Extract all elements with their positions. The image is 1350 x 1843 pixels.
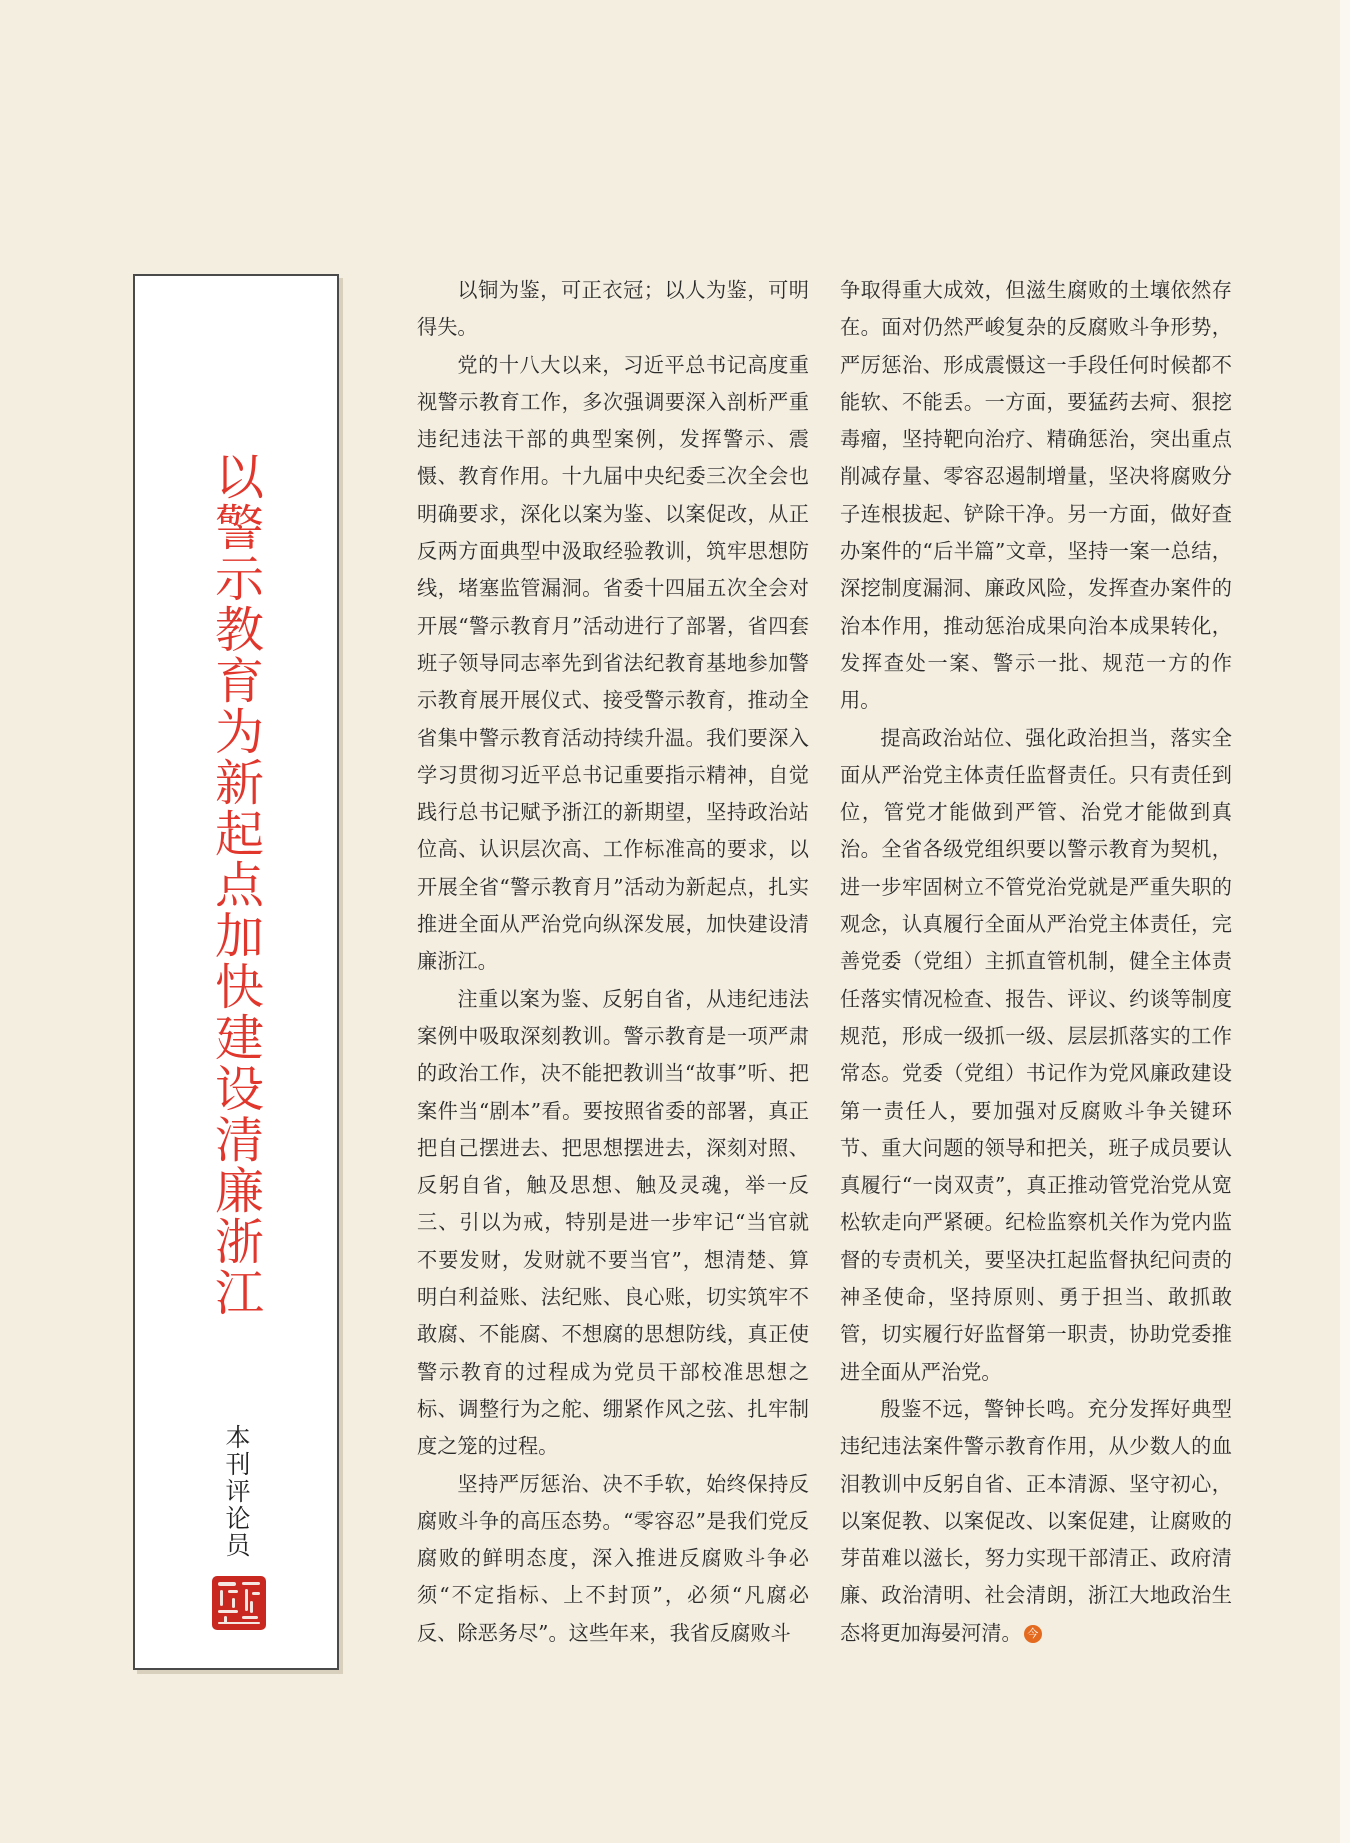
paragraph-closing — [840, 1391, 1232, 1652]
seal-stamp-icon — [212, 1576, 266, 1630]
headline-container — [135, 451, 337, 1318]
closing-text: 殷鉴不远，警钟长鸣。充分发挥好典型违纪违法案件警示教育作用，从少数人的血泪教训中反躬自省、正本清源、坚守初心，以案促教、以案促改、以案促建，让腐败的芽苗难以滋长，努力实现干部清正、政府清廉、政治清明、社会清朗，浙江大地政治生态将更加海晏河清。 — [840, 1396, 1232, 1645]
paragraph-intro: 以铜为鉴，可正衣冠；以人为鉴，可明得失。 — [417, 278, 809, 340]
paragraph: 提高政治站位、强化政治担当，落实全面从严治党主体责任监督责任。只有责任到位，管党才能做到严管、治党才能做到真治。全省各级党组织要以警示教育为契机，进一步牢固树立不管党治党就是严重失职的观念，认真履行全面从严治党主体责任，完善党委（党组）主抓直管机制，健全主体责任落实情况检查、报告、评议、约谈等制度规范，形成一级抓一级、层层抓落实的工作常态。党委（党组）书记作为党风廉政建设第一责任人，要加强对反腐败斗争关键环节、重大问题的领导和把关，班子成员要认真履行“一岗双责”，真正推动管党治党从宽松软走向严紧硬。纪检监察机关作为党内监督的专责机关，要坚决扛起监督执纪问责的神圣使命，坚持原则、勇于担当、敢抓敢管，切实履行好监督第一职责，协助党委推进全面从严治党。 — [840, 725, 1232, 1384]
paragraph: 坚持严厉惩治、决不手软，始终保持反腐败斗争的高压态势。“零容忍”是我们党反腐败的鲜明态度，深入推进反腐败斗争必须“不定指标、上不封顶”，必须“凡腐必反、除恶务尽”。这些年来，我省反腐败斗 — [417, 1471, 809, 1645]
paragraph: 党的十八大以来，习近平总书记高度重视警示教育工作，多次强调要深入剖析严重违纪违法干部的典型案例，发挥警示、震慑、教育作用。十九届中央纪委三次全会也明确要求，深化以案为鉴、以案促改，从正反两方面典型中汲取经验教训，筑牢思想防线，堵塞监管漏洞。省委十四届五次全会对开展“警示教育月”活动进行了部署，省四套班子领导同志率先到省法纪教育基地参加警示教育展开展仪式、接受警示教育，推动全省集中警示教育活动持续升温。我们要深入学习贯彻习近平总书记重要指示精神，自觉践行总书记赋予浙江的新期望，坚持政治站位高、认识层次高、工作标准高的要求，以开展全省“警示教育月”活动为新起点，扎实推进全面从严治党向纵深发展，加快建设清廉浙江。 — [417, 352, 809, 974]
article-headline: 以警示教育为新起点加快建设清廉浙江 — [207, 451, 265, 1318]
author-byline: 本刊评论员 — [222, 1424, 251, 1559]
paragraph-continued: 争取得重大成效，但滋生腐败的土壤依然存在。面对仍然严峻复杂的反腐败斗争形势，严厉惩治、形成震慑这一手段任何时候都不能软、不能丢。一方面，要猛药去疴、狠挖毒瘤，坚持靶向治疗、精确惩治，突出重点削减存量、零容忍遏制增量，坚决将腐败分子连根拔起、铲除干净。另一方面，做好查办案件的“后半篇”文章，坚持一案一总结，深挖制度漏洞、廉政风险，发挥查办案件的治本作用，推动惩治成果向治本成果转化，发挥查处一案、警示一批、规范一方的作用。 — [840, 278, 1232, 713]
article-column-2 — [840, 272, 1232, 1652]
article-column-1 — [417, 272, 809, 1652]
page-edge-strip — [1340, 0, 1350, 1843]
author-container — [135, 1424, 337, 1559]
title-box — [133, 274, 339, 1670]
end-mark-icon: 今 — [1024, 1625, 1042, 1643]
paragraph: 注重以案为鉴、反躬自省，从违纪违法案例中吸取深刻教训。警示教育是一项严肃的政治工作，决不能把教训当“故事”听、把案件当“剧本”看。要按照省委的部署，真正把自己摆进去、把思想摆进去，深刻对照、反躬自省，触及思想、触及灵魂，举一反三、引以为戒，特别是进一步牢记“当官就不要发财，发财就不要当官”，想清楚、算明白利益账、法纪账、良心账，切实筑牢不敢腐、不能腐、不想腐的思想防线，真正使警示教育的过程成为党员干部校准思想之标、调整行为之舵、绷紧作风之弦、扎牢制度之笼的过程。 — [417, 986, 809, 1459]
